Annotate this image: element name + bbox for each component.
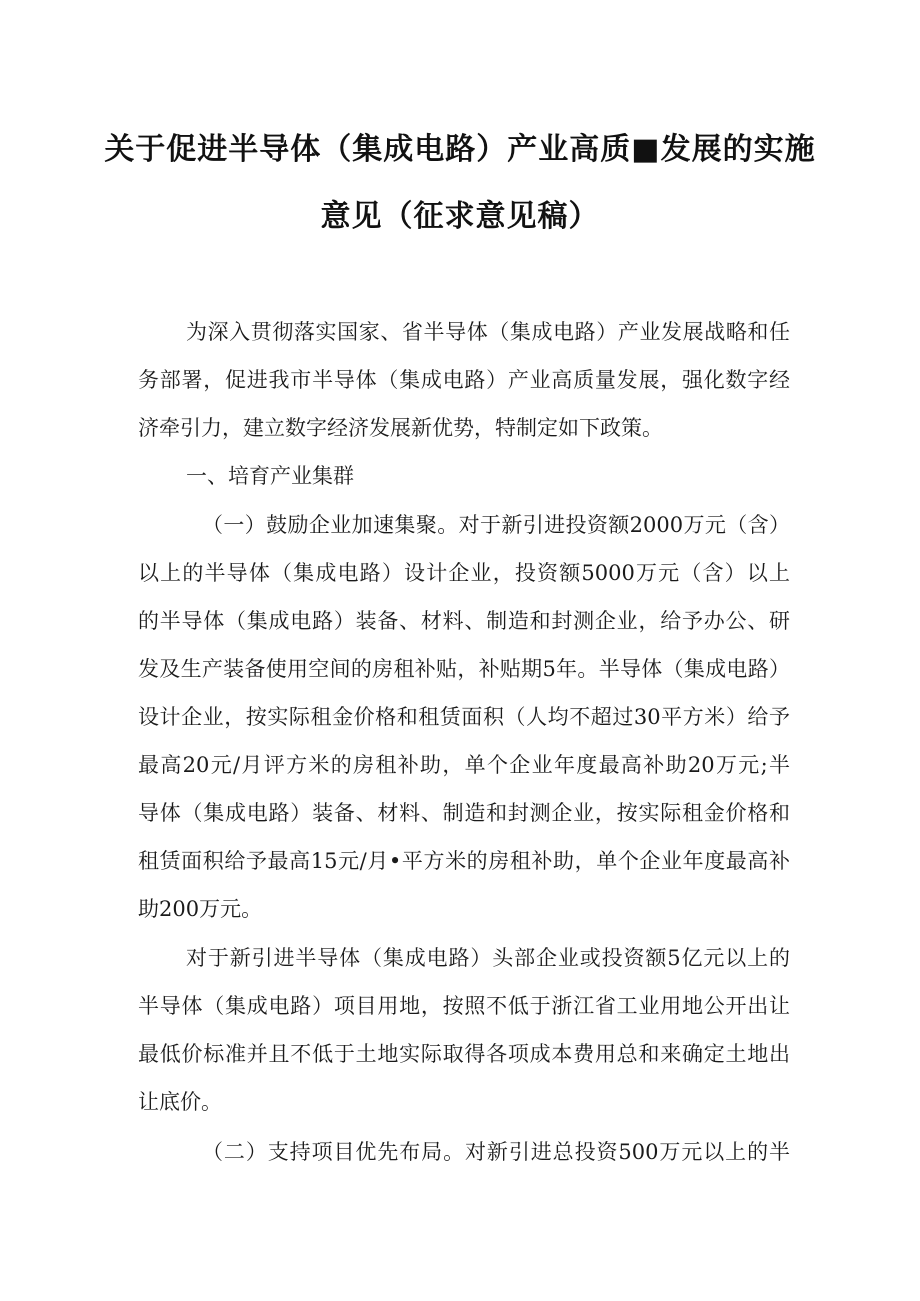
- document-title-line-2: 意见（征求意见稿）: [320, 199, 600, 234]
- paragraph-line: 济牵引力，建立数字经济发展新优势，特制定如下政策。: [138, 416, 663, 440]
- section-heading: 一、培育产业集群: [186, 464, 354, 488]
- paragraph-line: 发及生产装备使用空间的房租补贴，补贴期5年。半导体（集成电路）: [138, 657, 790, 681]
- paragraph-line: （一）鼓励企业加速集聚。对于新引进投资额2000万元（含）: [202, 513, 790, 537]
- paragraph-line: 导体（集成电路）装备、材料、制造和封测企业，按实际租金价格和: [138, 801, 790, 825]
- paragraph-line: 最低价标准并且不低于土地实际取得各项成本费用总和来确定土地出: [138, 1042, 790, 1066]
- paragraph-line: 以上的半导体（集成电路）设计企业，投资额5000万元（含）以上: [138, 561, 790, 585]
- paragraph-line: 设计企业，按实际租金价格和租赁面积（人均不超过30平方米）给予: [138, 705, 790, 729]
- paragraph-line: 对于新引进半导体（集成电路）头部企业或投资额5亿元以上的: [186, 946, 790, 970]
- document-title-line-1: 关于促进半导体（集成电路）产业高质■发展的实施: [104, 132, 816, 167]
- paragraph-line: 让底价。: [138, 1090, 222, 1114]
- paragraph-line: 务部署，促进我市半导体（集成电路）产业高质量发展，强化数字经: [138, 368, 790, 392]
- paragraph-line: 半导体（集成电路）项目用地，按照不低于浙江省工业用地公开出让: [138, 994, 790, 1018]
- paragraph-line: 的半导体（集成电路）装备、材料、制造和封测企业，给予办公、研: [138, 609, 790, 633]
- paragraph-line: 最高20元/月评方米的房租补助，单个企业年度最高补助20万元;半: [138, 753, 790, 777]
- paragraph-line: 助200万元。: [138, 897, 263, 921]
- paragraph-line: 为深入贯彻落实国家、省半导体（集成电路）产业发展战略和任: [186, 320, 790, 344]
- paragraph-line: （二）支持项目优先布局。对新引进总投资500万元以上的半: [202, 1140, 790, 1164]
- paragraph-line: 租赁面积给予最高15元/月•平方米的房租补助，单个企业年度最高补: [138, 849, 790, 873]
